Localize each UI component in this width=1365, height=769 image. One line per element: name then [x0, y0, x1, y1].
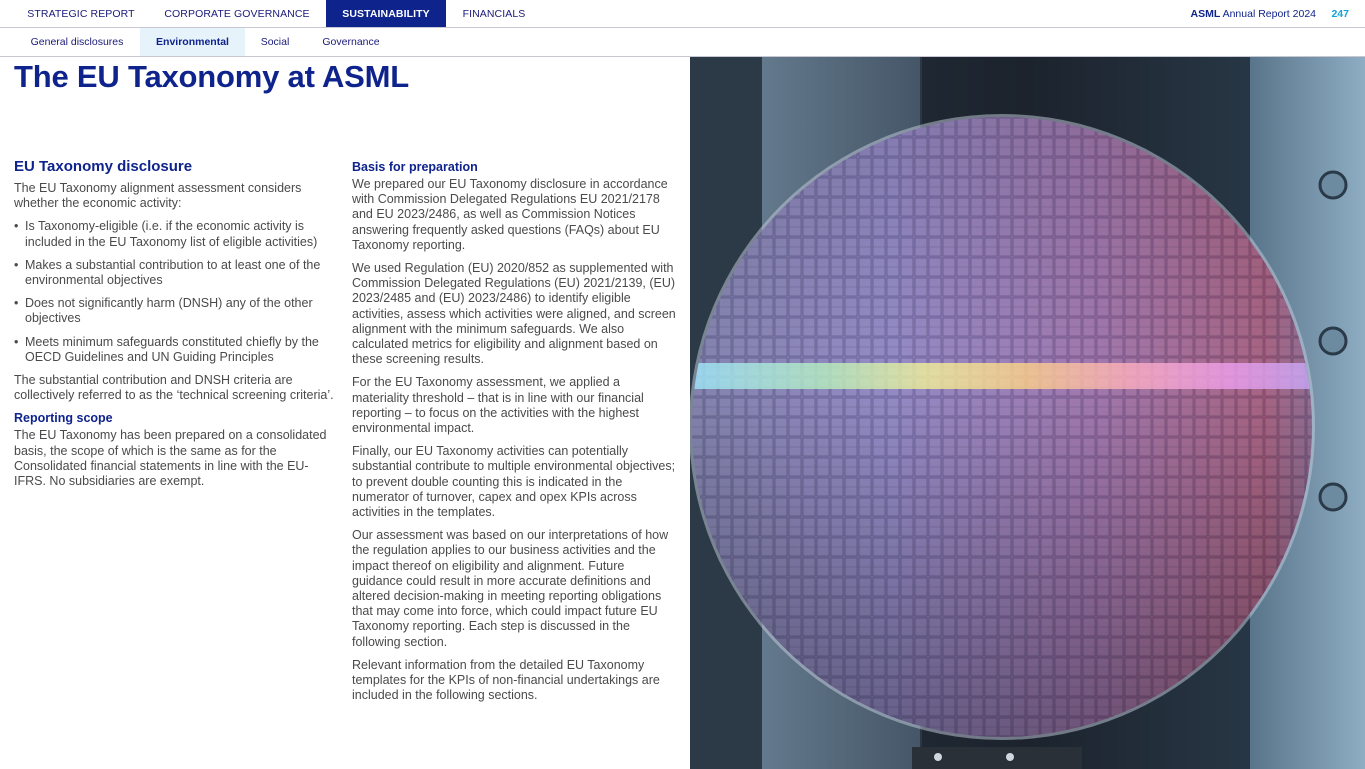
report-title: [1191, 0, 1317, 29]
list-item: • Does not significantly harm (DNSH) any of the other objectives: [14, 296, 313, 326]
section-heading-disclosure: EU Taxonomy disclosure: [14, 158, 193, 175]
list-item: • Is Taxonomy-eligible (i.e. if the economic activity is included in the EU Taxonomy list of eligible activities): [14, 219, 318, 249]
body-paragraph: Finally, our EU Taxonomy activities can potentially substantial contribute to multiple environmental objectives; to prevent double counting this is indicated in the numerator of turnover, capex and opex KPIs across activities in the templates.: [352, 444, 676, 520]
scope-paragraph: The EU Taxonomy has been prepared on a consolidated basis, the scope of which is the same as for the Consolidated financial statements in line with the EU-IFRS. No subsidiaries are exempt.: [14, 428, 327, 489]
body-paragraph: We prepared our EU Taxonomy disclosure in accordance with Commission Delegated Regulations EU 2021/2178 and EU 2023/2486, as well as Commission Notices answering frequently asked questions (FAQs) about EU Taxonomy reporting.: [352, 177, 668, 252]
criteria-list: [14, 219, 339, 365]
tab-sustainability[interactable]: SUSTAINABILITY: [326, 0, 446, 27]
bullet-icon: •: [14, 296, 19, 311]
sub-navigation: [0, 28, 690, 57]
bullet-icon: •: [14, 219, 19, 234]
list-item: • Meets minimum safeguards constituted chiefly by the OECD Guidelines and UN Guiding Principles: [14, 334, 319, 364]
bullet-icon: •: [14, 334, 19, 349]
left-column: [14, 158, 339, 497]
body-paragraph: Relevant information from the detailed EU Taxonomy templates for the KPIs of non-financial undertakings are included in the following sections.: [352, 657, 660, 703]
top-navigation: [0, 0, 1365, 28]
body-paragraph: For the EU Taxonomy assessment, we applied a materiality threshold – that is in line with our financial reporting – to focus on the activities with the highest environmental impact.: [352, 375, 644, 436]
intro-paragraph: The EU Taxonomy alignment assessment considers whether the economic activity:: [14, 181, 302, 211]
report-brand: ASML: [1190, 8, 1221, 20]
bullet-icon: •: [14, 257, 19, 272]
list-item: • Makes a substantial contribution to at least one of the environmental objectives: [14, 257, 321, 288]
body-paragraph: Our assessment was based on our interpretations of how the regulation applies to our business activities and the impact thereof on eligibility and alignment. Future guidance could result in more accurate definitions and altered decision-making in meeting reporting obligations that may come into force, which could impact future EU Taxonomy reporting. Each step is discussed in the following section.: [352, 528, 669, 649]
section-heading-basis: Basis for preparation: [352, 160, 478, 174]
body-paragraph: We used Regulation (EU) 2020/852 as supplemented with Commission Delegated Regulations (EU) 2021/2139, (EU) 2023/2485 and (EU) 2023/2486) to identify eligible activities, assess which activities were aligned, and screen alignment with the minimum safeguards. We also calculated metrics for eligibility and alignment based on these screening results.: [352, 261, 676, 367]
tab-strategic-report[interactable]: STRATEGIC REPORT: [27, 8, 135, 20]
tab-financials[interactable]: FINANCIALS: [462, 8, 526, 20]
page-number: 247: [1331, 8, 1349, 20]
subtab-general-disclosures[interactable]: General disclosures: [30, 36, 124, 48]
right-column: [352, 158, 678, 712]
subtab-governance[interactable]: Governance: [322, 36, 380, 48]
subtab-environmental[interactable]: Environmental: [140, 28, 245, 56]
page-title: The EU Taxonomy at ASML: [14, 59, 409, 94]
wafer-photo: [690, 57, 1365, 769]
criteria-note: The substantial contribution and DNSH criteria are collectively referred to as the ‘technical screening criteria’.: [14, 373, 334, 403]
tab-corporate-governance[interactable]: CORPORATE GOVERNANCE: [164, 8, 310, 20]
subtab-social[interactable]: Social: [260, 36, 290, 48]
section-heading-scope: Reporting scope: [14, 411, 113, 426]
wafer-image: [690, 57, 1365, 769]
report-name: Annual Report 2024: [1222, 8, 1316, 20]
